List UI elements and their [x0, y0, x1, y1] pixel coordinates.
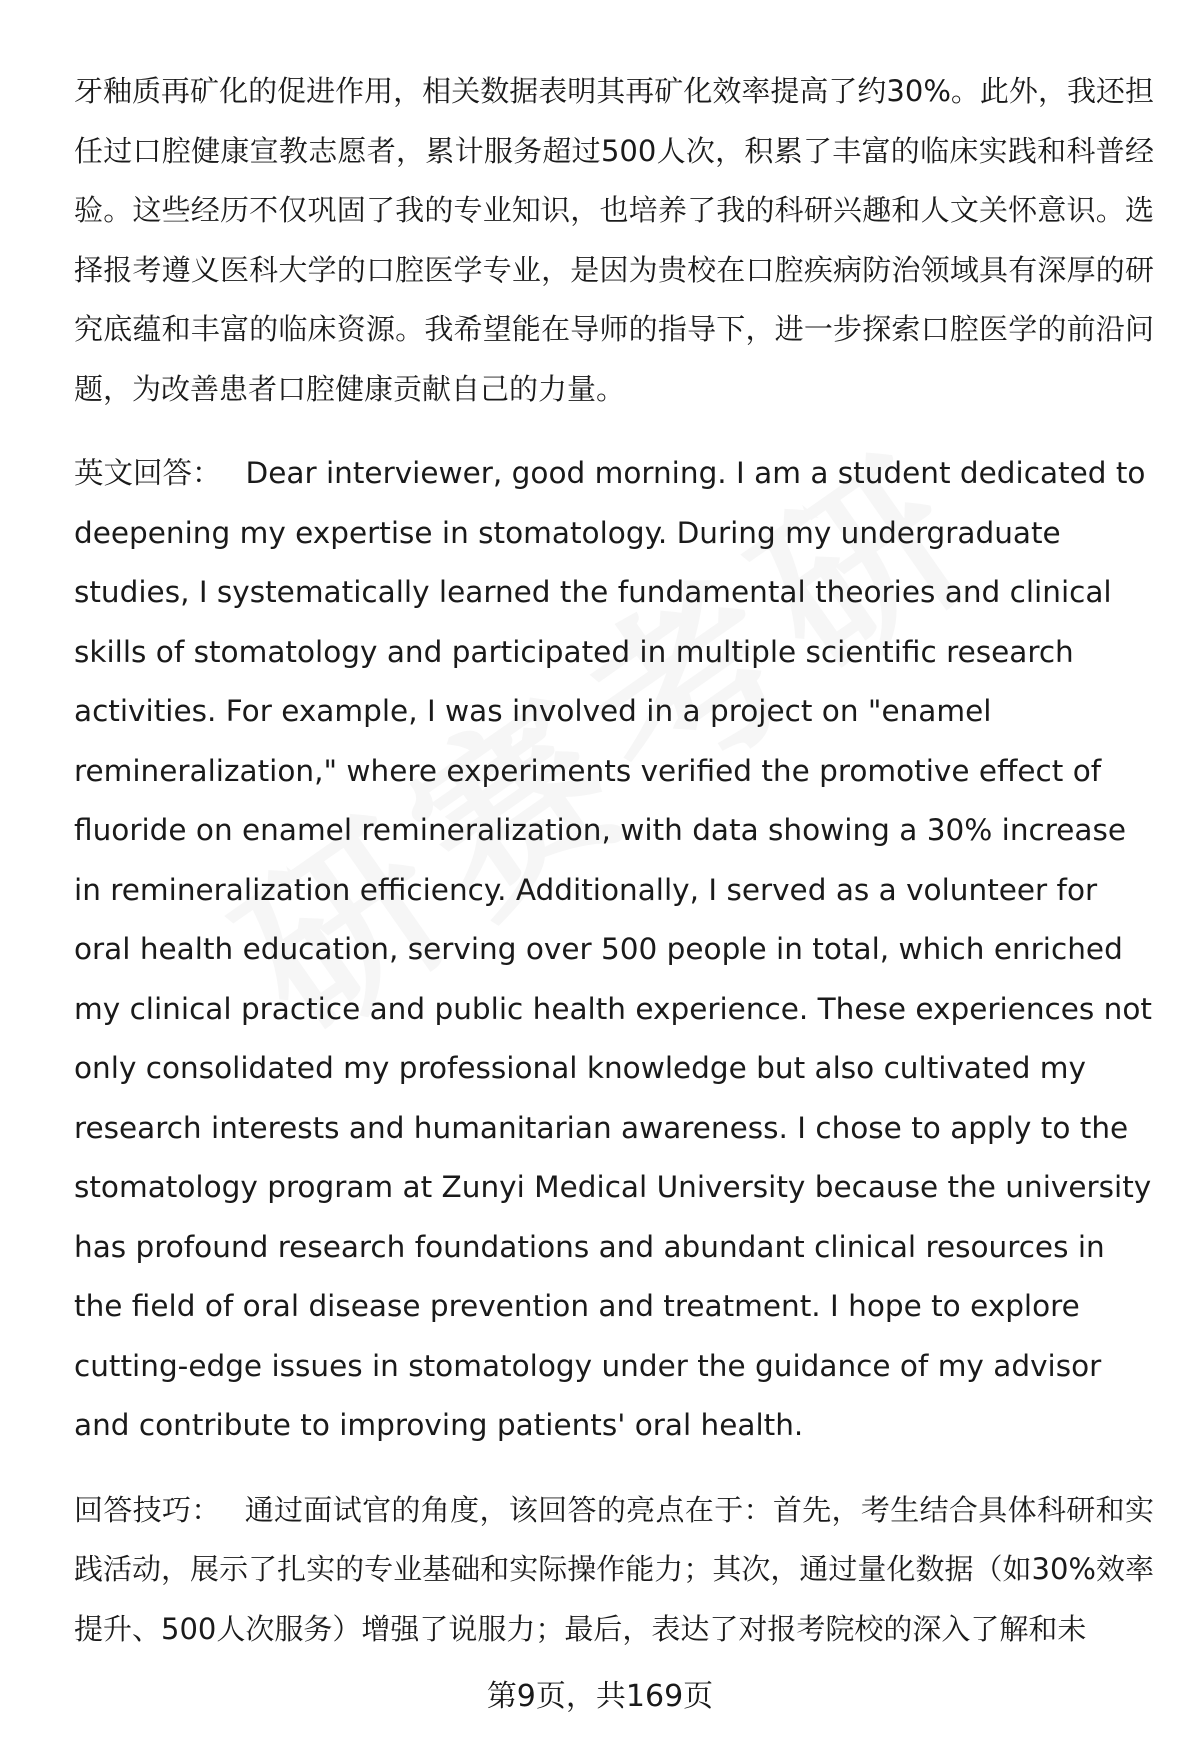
- answer-tips-label: 回答技巧：: [74, 1492, 221, 1527]
- page-content: [74, 62, 1154, 1659]
- page-number-footer: 第9页，共169页: [486, 1679, 714, 1714]
- answer-tips-text: 通过面试官的角度，该回答的亮点在于：首先，考生结合具体科研和实践活动，展示了扎实的专业基础和实际操作能力；其次，通过量化数据（如30%效率提升、500人次服务）增强了说服力；最后，表达了对报考院校的深入了解和未: [74, 1492, 1154, 1646]
- chinese-answer-continuation: [74, 62, 1154, 419]
- english-answer-label: 英文回答：: [74, 456, 222, 490]
- english-answer-text: Dear interviewer, good morning. I am a student dedicated to deepening my expertise in stomatology. During my undergraduate studies, I systematically learned the fundamental theories and clinical skills of stomatology and participated in multiple scientific research activities. For example, I was involved in a project on "enamel remineralization," where experiments verified the promotive effect of fluoride on enamel remineralization, with data showing a 30% increase in remineralization efficiency. Additionally, I served as a volunteer for oral health education, serving over 500 people in total, which enriched my clinical practice and public health experience. These experiences not only consolidated my professional knowledge but also cultivated my research interests and humanitarian awareness. I chose to apply to the stomatology program at Zunyi Medical University because the university has profound research foundations and abundant clinical resources in the field of oral disease prevention and treatment. I hope to explore cutting-edge issues in stomatology under the guidance of my advisor and contribute to improving patients' oral health.: [74, 456, 1152, 1442]
- english-answer-paragraph: [74, 444, 1154, 1456]
- answer-tips-paragraph: [74, 1481, 1154, 1660]
- chinese-answer-text: 牙釉质再矿化的促进作用，相关数据表明其再矿化效率提高了约30%。此外，我还担任过口腔健康宣教志愿者，累计服务超过500人次，积累了丰富的临床实践和科普经验。这些经历不仅巩固了我的专业知识，也培养了我的科研兴趣和人文关怀意识。选择报考遵义医科大学的口腔医学专业，是因为贵校在口腔疾病防治领域具有深厚的研究底蕴和丰富的临床资源。我希望能在导师的指导下，进一步探索口腔医学的前沿问题，为改善患者口腔健康贡献自己的力量。: [74, 74, 1154, 406]
